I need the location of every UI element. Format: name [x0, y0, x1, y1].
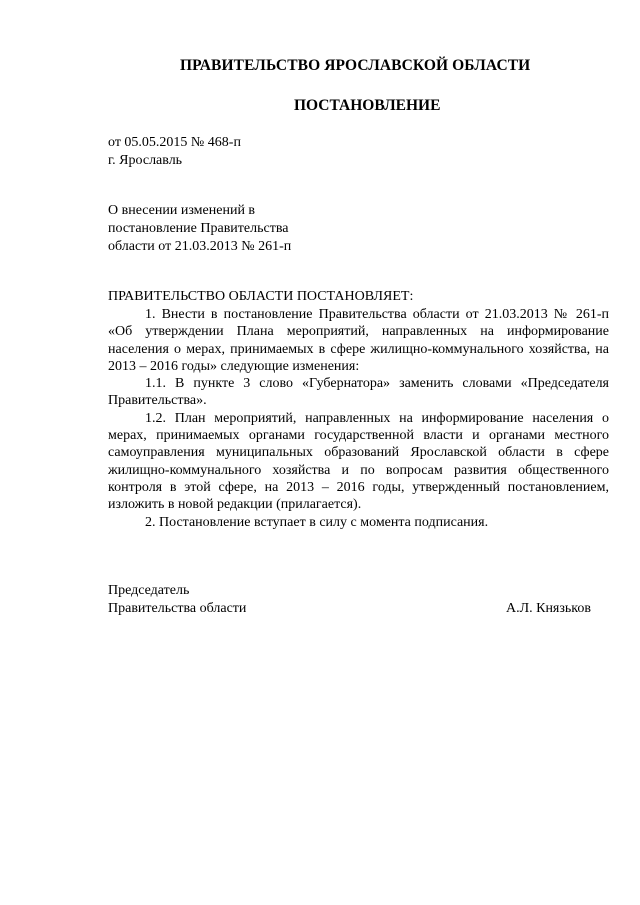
signature-block	[108, 582, 609, 618]
organization-name: ПРАВИТЕЛЬСТВО ЯРОСЛАВСКОЙ ОБЛАСТИ	[180, 57, 531, 74]
signer-position-line1: Председатель	[108, 583, 190, 598]
subject-line: области от 21.03.2013 № 261-п	[108, 239, 292, 254]
decree-body	[108, 288, 609, 531]
subject-line: О внесении изменений в	[108, 203, 256, 218]
paragraph-1-1: 1.1. В пункте 3 слово «Губернатора» заменить словами «Председателя Правительства».	[108, 376, 609, 409]
paragraph-1: 1. Внести в постановление Правительства области от 21.03.2013 № 261-п «Об утверждении Плана мероприятий, направленных на информирование населения о мерах, принимаемых в сфере жилищно-коммунального хозяйства, на 2013 – 2016 годы» следующие изменения:	[108, 307, 609, 374]
document-meta	[108, 134, 408, 170]
city: г. Ярославль	[108, 153, 183, 168]
document-subject	[108, 202, 328, 256]
date-number: от 05.05.2015 № 468-п	[108, 135, 241, 150]
signer-name: А.Л. Князьков	[506, 601, 591, 616]
signer-position-line2: Правительства области	[108, 601, 247, 616]
signer-position-row	[108, 600, 609, 618]
subject-line: постановление Правительства	[108, 221, 289, 236]
paragraph-2: 2. Постановление вступает в силу с момента подписания.	[145, 514, 489, 530]
decree-heading: ПРАВИТЕЛЬСТВО ОБЛАСТИ ПОСТАНОВЛЯЕТ:	[108, 289, 414, 304]
document-type-title: ПОСТАНОВЛЕНИЕ	[294, 97, 441, 114]
paragraph-1-2: 1.2. План мероприятий, направленных на информирование населения о мерах, принимаемых органами государственной власти и органами местного самоуправления муниципальных образований Ярославской области в сфере жилищно-коммунального хозяйства и по вопросам развития общественного контроля в этой сфере, на 2013 – 2016 годы, утвержденный постановлением, изложить в новой редакции (прилагается).	[108, 410, 609, 513]
